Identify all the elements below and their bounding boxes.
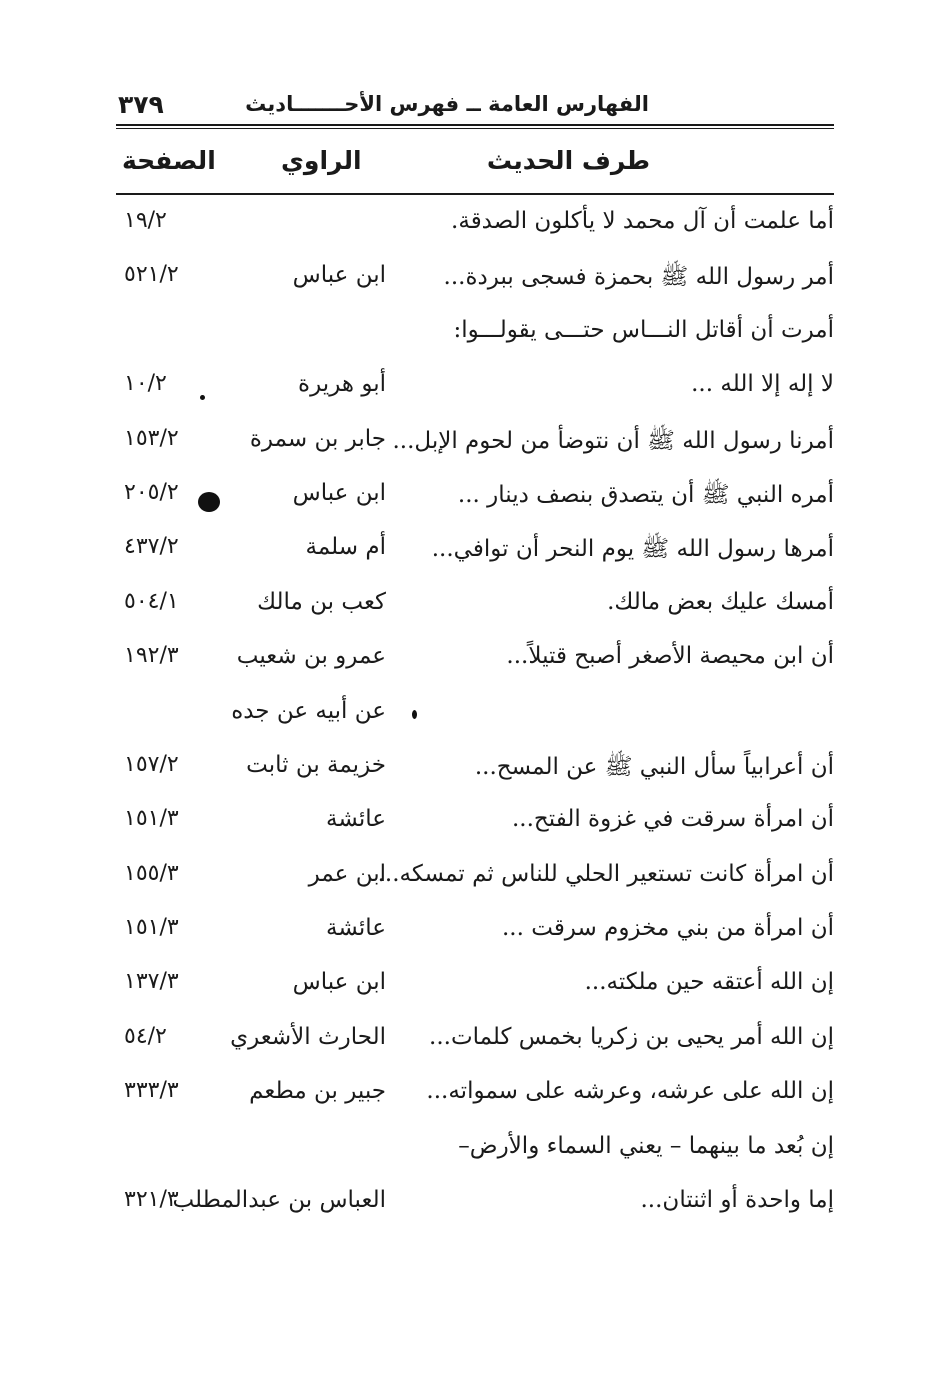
narrator-name: جبير بن مطعم: [249, 1078, 386, 1105]
page-reference: ١٥٧/٢: [124, 751, 179, 777]
hadith-text: إما واحدة أو اثنتان...: [640, 1187, 834, 1214]
hadith-text: إن بُعد ما بينهما – يعني السماء والأرض–: [458, 1132, 834, 1159]
table-row: [116, 849, 834, 903]
page-reference: ٣٣٣/٣: [124, 1078, 179, 1104]
narrator-name: عمرو بن شعيب: [236, 643, 386, 670]
table-row: [116, 414, 834, 468]
narrator-name: الحارث الأشعري: [230, 1023, 386, 1050]
ink-speck: [412, 710, 417, 719]
narrator-name: كعب بن مالك: [257, 588, 386, 615]
hadith-text: أمرت أن أقاتل النـــاس حتـــى يقولـــوا:: [453, 316, 834, 343]
table-row: [116, 305, 834, 359]
running-title: الفهارس العامة ــ فهرس الأحـــــــاديث: [245, 92, 649, 116]
page-reference: ١٠/٢: [124, 371, 167, 397]
hadith-text: أما علمت أن آل محمد لا يأكلون الصدقة.: [451, 208, 834, 234]
narrator-name: جابر بن سمرة: [249, 425, 386, 452]
ink-blot: [198, 492, 220, 512]
table-row: [116, 1121, 834, 1175]
table-row: [116, 740, 834, 794]
hadith-text: أن امرأة من بني مخزوم سرقت ...: [501, 915, 834, 942]
header-rule-thin: [116, 128, 834, 129]
table-row: [116, 468, 834, 522]
page-reference: ١٩٢/٣: [124, 643, 179, 669]
page-reference: ١٥٥/٣: [124, 860, 179, 886]
narrator-name: أم سلمة: [305, 534, 386, 561]
table-row: [116, 794, 834, 848]
table-row: [116, 903, 834, 957]
table-row: [116, 577, 834, 631]
table-row: [116, 631, 834, 685]
page-reference: ٥٤/٢: [124, 1023, 167, 1049]
hadith-text: أن امرأة كانت تستعير الحلي للناس ثم تمسكه...: [377, 860, 834, 887]
hadith-text: أمر رسول الله ﷺ بحمزة فسجى ببردة...: [443, 264, 834, 291]
page-reference: ١٣٧/٣: [124, 969, 179, 995]
narrator-name: عائشة: [326, 915, 386, 942]
narrator-name: أبو هريرة: [298, 371, 386, 398]
hadith-index-table: [116, 196, 834, 1229]
ink-speck: [200, 395, 205, 400]
page-reference: ٤٣٧/٢: [124, 534, 179, 560]
page-reference: ١٥١/٣: [124, 806, 179, 832]
narrator-name: ابن عمر: [308, 860, 386, 887]
hadith-text: أمره النبي ﷺ أن يتصدق بنصف دينار ...: [457, 481, 834, 508]
column-header-page: الصفحة: [122, 146, 216, 175]
table-row: [116, 1012, 834, 1066]
table-row: [116, 196, 834, 250]
hadith-text: أن امرأة سرقت في غزوة الفتح...: [511, 806, 834, 833]
column-headers: [116, 140, 834, 190]
table-row: [116, 686, 834, 740]
page-reference: ١٥١/٣: [124, 915, 179, 941]
table-row: [116, 250, 834, 304]
page-reference: ٥٢١/٢: [124, 262, 179, 288]
page-reference: ٣٢١/٣: [124, 1187, 179, 1213]
page-reference: ٥٠٤/١: [124, 588, 179, 614]
header-rule: [116, 124, 834, 126]
page-number: ٣٧٩: [118, 90, 164, 119]
hadith-text: أن ابن محيصة الأصغر أصبح قتيلاً...: [506, 643, 834, 670]
narrator-name: خزيمة بن ثابت: [246, 751, 386, 778]
table-row: [116, 522, 834, 576]
column-header-rule: [116, 193, 834, 195]
narrator-name: عائشة: [326, 806, 386, 833]
running-head: [118, 84, 834, 124]
table-row: [116, 1066, 834, 1120]
hadith-text: أمرنا رسول الله ﷺ أن نتوضأ من لحوم الإبل...: [392, 427, 834, 454]
hadith-text: إن الله أمر يحيى بن زكريا بخمس كلمات...: [429, 1023, 834, 1050]
column-header-narrator: الراوي: [281, 146, 362, 175]
hadith-text: إن الله أعتقه حين ملكته...: [584, 969, 834, 996]
table-row: [116, 1175, 834, 1229]
narrator-name: ابن عباس: [292, 969, 386, 996]
narrator-name: العباس بن عبدالمطلب: [172, 1187, 386, 1214]
column-header-hadith: طرف الحديث: [486, 146, 650, 175]
narrator-name: عن أبيه عن جده: [231, 697, 386, 724]
page-reference: ٢٠٥/٢: [124, 479, 179, 505]
hadith-text: أمسك عليك بعض مالك.: [607, 588, 834, 615]
page-reference: ١٩/٢: [124, 208, 167, 233]
table-row: [116, 957, 834, 1011]
table-row: [116, 359, 834, 413]
narrator-name: ابن عباس: [292, 262, 386, 289]
page-reference: ١٥٣/٢: [124, 425, 179, 451]
hadith-text: لا إله إلا الله ...: [691, 371, 834, 398]
hadith-text: أمرها رسول الله ﷺ يوم النحر أن توافي...: [431, 536, 834, 563]
hadith-text: أن أعرابياً سأل النبي ﷺ عن المسح...: [474, 753, 834, 780]
narrator-name: ابن عباس: [292, 479, 386, 506]
hadith-text: إن الله على عرشه، وعرشه على سمواته...: [426, 1078, 834, 1105]
